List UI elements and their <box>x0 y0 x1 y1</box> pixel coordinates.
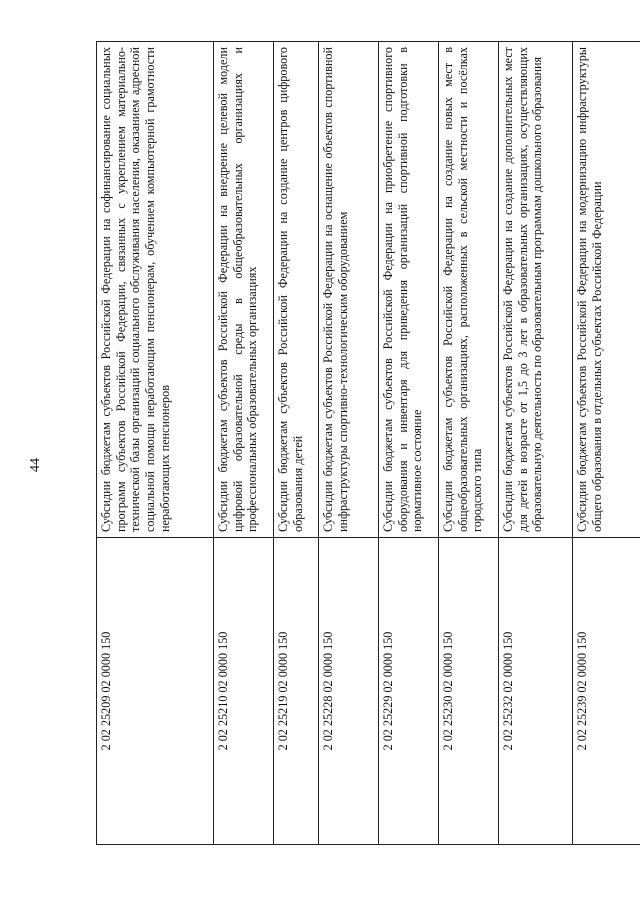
budget-name-cell: Субсидии бюджетам субъектов Российской Федерации на оснащение объектов спортивной инфраструктуры спортивно-технологическим оборудованием <box>319 42 379 538</box>
table-body <box>97 42 640 845</box>
budget-code-cell: 2 02 25228 02 0000 150 <box>319 538 379 845</box>
table-row <box>274 42 319 845</box>
budget-code-cell: 2 02 25210 02 0000 150 <box>214 538 274 845</box>
page-number: 44 <box>28 458 43 472</box>
table-row <box>214 42 274 845</box>
table-row <box>379 42 439 845</box>
budget-code-cell: 2 02 25209 02 0000 150 <box>97 538 214 845</box>
budget-classification-table <box>96 41 640 845</box>
budget-name-cell: Субсидии бюджетам субъектов Российской Федерации на модернизацию инфраструктуры общего образования в отдельных субъектах Российской Федерации <box>573 42 640 538</box>
table-row <box>499 42 573 845</box>
table-row <box>319 42 379 845</box>
table-row <box>439 42 499 845</box>
budget-name-cell: Субсидии бюджетам субъектов Российской Федерации на создание новых мест в общеобразовательных организациях, расположенных в сельской местности и посёлках городского типа <box>439 42 499 538</box>
budget-code-cell: 2 02 25219 02 0000 150 <box>274 538 319 845</box>
budget-name-cell: Субсидии бюджетам субъектов Российской Федерации на создание дополнительных мест для детей в возрасте от 1,5 до 3 лет в образовательных организациях, осуществляющих образовательную деятельность по образовательным программам дошкольного образования <box>499 42 573 538</box>
budget-name-cell: Субсидии бюджетам субъектов Российской Федерации на приобретение спортивного оборудования и инвентаря для приведения организаций спортивной подготовки в нормативное состояние <box>379 42 439 538</box>
budget-name-cell: Субсидии бюджетам субъектов Российской Федерации на внедрение целевой модели цифровой образовательной среды в общеобразовательных организациях и профессиональных образовательных организациях <box>214 42 274 538</box>
budget-code-cell: 2 02 25229 02 0000 150 <box>379 538 439 845</box>
budget-name-cell: Субсидии бюджетам субъектов Российской Федерации на софинансирование социальных программ субъектов Российской Федерации, связанных с укреплением материально-технической базы организаций социального обслуживания населения, оказанием адресной социальной помощи неработающим пенсионерам, обучением компьютерной грамотности неработающих пенсионеров <box>97 42 214 538</box>
budget-code-cell: 2 02 25230 02 0000 150 <box>439 538 499 845</box>
table-row <box>573 42 640 845</box>
table-row <box>97 42 214 845</box>
budget-name-cell: Субсидии бюджетам субъектов Российской Федерации на создание центров цифрового образования детей <box>274 42 319 538</box>
budget-code-cell: 2 02 25239 02 0000 150 <box>573 538 640 845</box>
budget-code-cell: 2 02 25232 02 0000 150 <box>499 538 573 845</box>
table-container <box>96 41 640 845</box>
